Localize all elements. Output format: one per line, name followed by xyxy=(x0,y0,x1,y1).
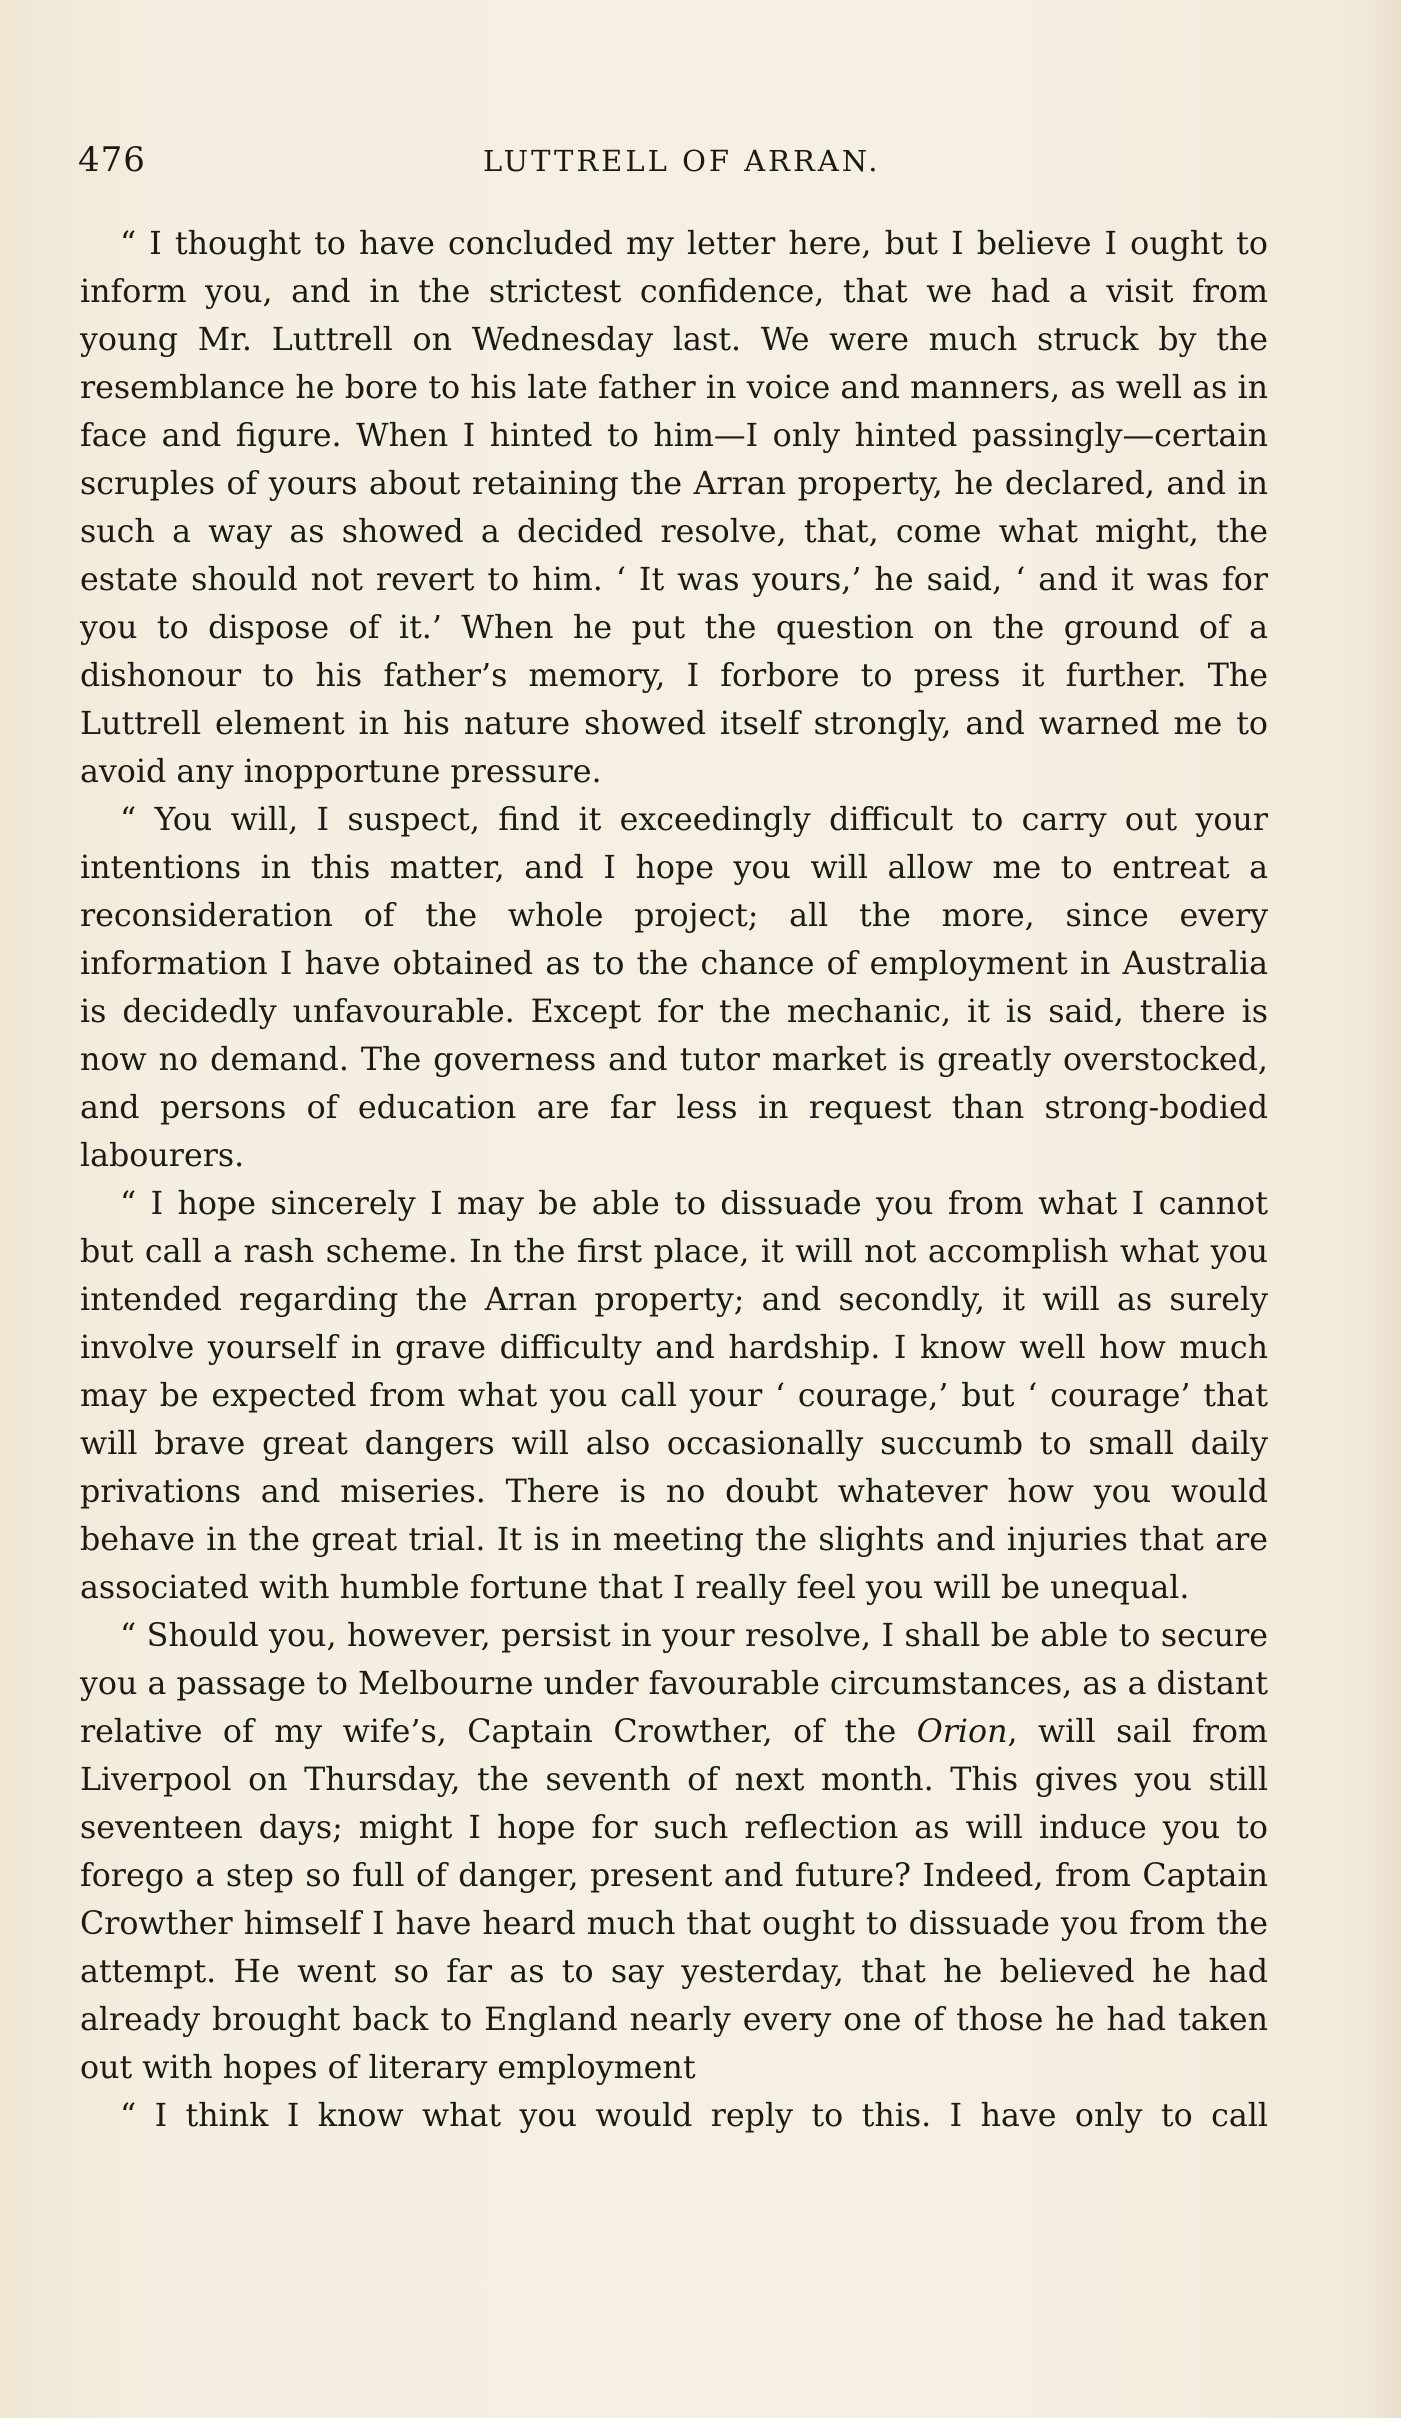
running-head xyxy=(78,140,1278,200)
paragraph-3: “ I hope sincerely I may be able to dissuade you from what I cannot but call a rash scheme. In the first place, it will not accomplish what you intended regarding the Arran property; and secondly, it will as surely involve yourself in grave difficulty and hardship. I know well how much may be expected from what you call your ‘ courage,’ but ‘ courage’ that will brave great dangers will also occasionally succumb to small daily privations and miseries. There is no doubt whatever how you would behave in the great trial. It is in meeting the slights and injuries that are associated with humble fortune that I really feel you will be unequal. xyxy=(80,1186,1268,1606)
ship-name: Orion xyxy=(916,1714,1008,1750)
page-number: 476 xyxy=(78,140,146,180)
paragraph-4-text-before: “ Should you, however, persist in your resolve, I shall be able to secure you a passage to Melbourne under favourable circumstances, as a distant relative of my wife’s, Captain Crowther, of the xyxy=(80,1618,1268,1750)
paragraph-4-text-after: , will sail from Liverpool on Thursday, the seventh of next month. This gives you still seventeen days; might I hope for such reflection as will induce you to forego a step so full of danger, present and future? Indeed, from Captain Crowther himself I have heard much that ought to dissuade you from the attempt. He went so far as to say yesterday, that he believed he had already brought back to England nearly every one of those he had taken out with hopes of literary employment xyxy=(80,1714,1268,2086)
paragraph-5: “ I think I know what you would reply to this. I have only to call xyxy=(120,2098,1268,2134)
paragraph-2: “ You will, I suspect, find it exceedingly difficult to carry out your intentions in this matter, and I hope you will allow me to entreat a reconsideration of the whole project; all the more, since every information I have obtained as to the chance of employment in Australia is decidedly unfavourable. Except for the mechanic, it is said, there is now no demand. The governess and tutor market is greatly overstocked, and persons of education are far less in request than strong-bodied labourers. xyxy=(80,802,1268,1174)
body-text xyxy=(80,220,1268,2140)
page-gutter-shadow xyxy=(1361,0,1401,2418)
running-title: LUTTRELL OF ARRAN. xyxy=(483,144,881,178)
paragraph-1: “ I thought to have concluded my letter here, but I believe I ought to inform you, and in the strictest confidence, that we had a visit from young Mr. Luttrell on Wednesday last. We were much struck by the resemblance he bore to his late father in voice and manners, as well as in face and figure. When I hinted to him—I only hinted passingly—certain scruples of yours about retaining the Arran property, he declared, and in such a way as showed a decided resolve, that, come what might, the estate should not revert to him. ‘ It was yours,’ he said, ‘ and it was for you to dispose of it.’ When he put the question on the ground of a dishonour to his father’s memory, I forbore to press it further. The Luttrell element in his nature showed itself strongly, and warned me to avoid any inopportune pressure. xyxy=(80,226,1268,790)
paragraph-4 xyxy=(80,1612,1268,2092)
